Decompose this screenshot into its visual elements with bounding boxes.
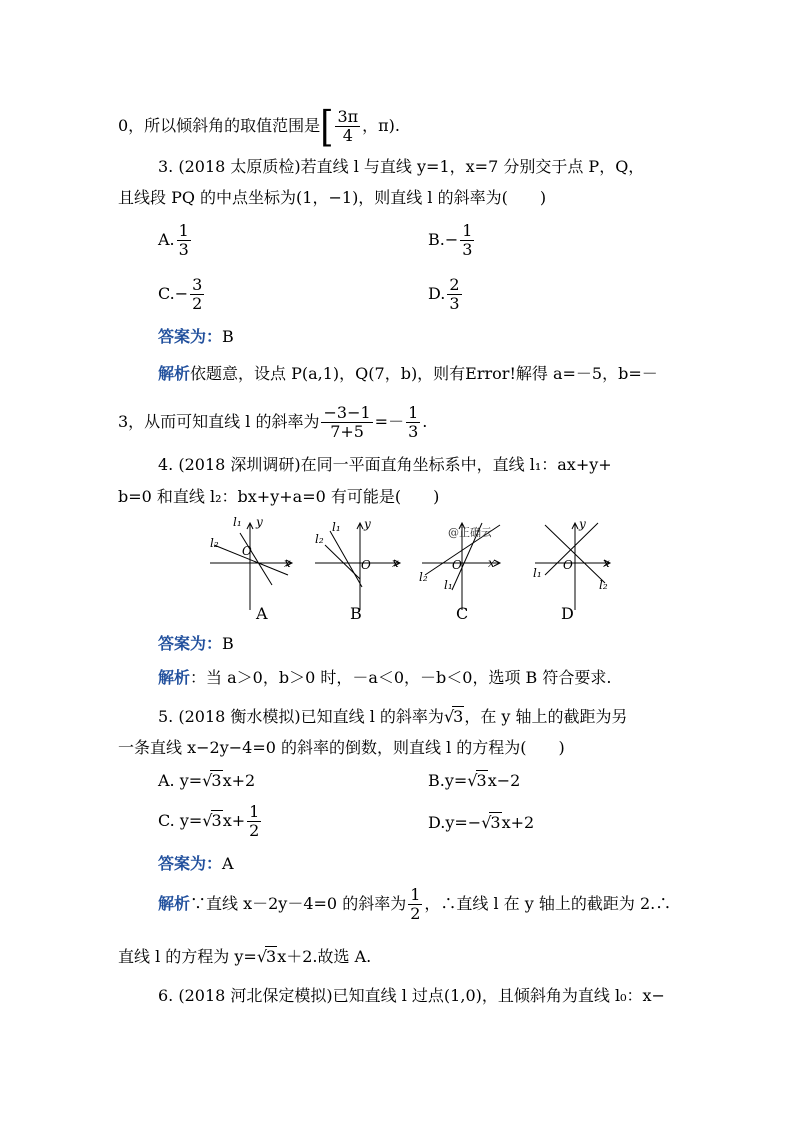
q5-option-a: A. y=√3x+2	[158, 771, 256, 790]
q5-option-b: B.y=√3x−2	[428, 771, 521, 790]
q4-line1: 4. (2018 深圳调研)在同一平面直角坐标系中，直线 l₁：ax+y+	[158, 455, 612, 474]
q3-option-d: D. $\frac{2}{3}$	[428, 275, 460, 313]
q4-graphs	[200, 515, 794, 625]
q3-option-b: B.− $\frac{1}{3}$	[428, 221, 473, 259]
q5-line2: 一条直线 x−2y−4=0 的斜率的倒数，则直线 l 的方程为( )	[118, 738, 565, 757]
q5-solution-1: 解析∵直线 x－2y－4=0 的斜率为 $\frac{1}{2}$ ，∴直线 l 在 y 轴上的截距为 2.∴	[158, 885, 672, 923]
graph-a	[210, 523, 292, 610]
q5-answer: 答案为：A	[158, 854, 234, 873]
q3-option-c: C.− $\frac{3}{2}$	[158, 275, 203, 313]
graph-c-l2: l₂	[419, 570, 428, 584]
range-line: 0，所以倾斜角的取值范围是[ $\frac{3\pi}{4}$ ，π).	[118, 101, 401, 152]
graph-a-l1: l₁	[233, 515, 242, 529]
graph-a-x: x	[284, 556, 291, 570]
graph-b-x: x	[392, 556, 399, 570]
q3-solution-1: 解析依题意，设点 P(a,1)，Q(7，b)，则有Error!解得 a=－5，b=－	[158, 364, 658, 383]
graph-c-origin: O	[452, 558, 462, 572]
graph-d-l1: l₁	[533, 566, 542, 580]
graph-b-l1: l₁	[332, 520, 341, 534]
q3-option-a: A. $\frac{1}{3}$	[158, 221, 189, 259]
q4-solution: 解析：当 a＞0，b＞0 时，－a＜0，－b＜0，选项 B 符合要求.	[158, 668, 612, 687]
q5-line1: 5. (2018 衡水模拟)已知直线 l 的斜率为√3，在 y 轴上的截距为另	[158, 707, 628, 726]
q5-solution-2: 直线 l 的方程为 y=√3x＋2.故选 A.	[118, 947, 372, 966]
graph-label-c: C	[456, 604, 469, 623]
graph-label-d: D	[561, 604, 574, 623]
graph-c-x: x	[488, 556, 495, 570]
graph-d-l2: l₂	[599, 578, 608, 592]
q4-answer: 答案为：B	[158, 634, 234, 653]
graph-b-origin: O	[361, 558, 371, 572]
q5-option-d: D.y=−√3x+2	[428, 813, 535, 832]
q6-line1: 6. (2018 河北保定模拟)已知直线 l 过点(1,0)，且倾斜角为直线 l₀：x−	[158, 986, 665, 1005]
graph-d-origin: O	[563, 558, 573, 572]
graph-label-a: A	[256, 604, 268, 623]
q5-option-c: C. y=√3x+ $\frac{1}{2}$	[158, 802, 260, 840]
graph-c-watermark: @正确云	[448, 526, 492, 539]
q3-answer: 答案为：B	[158, 327, 234, 346]
graph-b-l2: l₂	[315, 532, 324, 546]
q3-solution-2: 3，从而可知直线 l 的斜率为 $\frac{-3-1}{7+5}$ =－ $\frac{1}{3}$ .	[118, 403, 428, 441]
q4-line2: b=0 和直线 l₂：bx+y+a=0 有可能是( )	[118, 487, 440, 506]
q3-line2: 且线段 PQ 的中点坐标为(1，−1)，则直线 l 的斜率为( )	[118, 188, 547, 207]
graph-a-l2: l₂	[210, 536, 219, 550]
graph-label-b: B	[350, 604, 362, 623]
graph-b-y: y	[364, 517, 371, 531]
graph-d-y: y	[579, 517, 586, 531]
graph-d-x: x	[603, 556, 610, 570]
graph-c-l1: l₁	[444, 578, 453, 592]
graph-b	[315, 523, 400, 610]
q3-line1: 3. (2018 太原质检)若直线 l 与直线 y=1，x=7 分别交于点 P，Q，	[158, 157, 645, 176]
fraction: $\frac{3\pi}{4}$	[337, 107, 359, 145]
graph-a-origin: O	[242, 544, 252, 558]
graph-a-y: y	[256, 515, 263, 529]
